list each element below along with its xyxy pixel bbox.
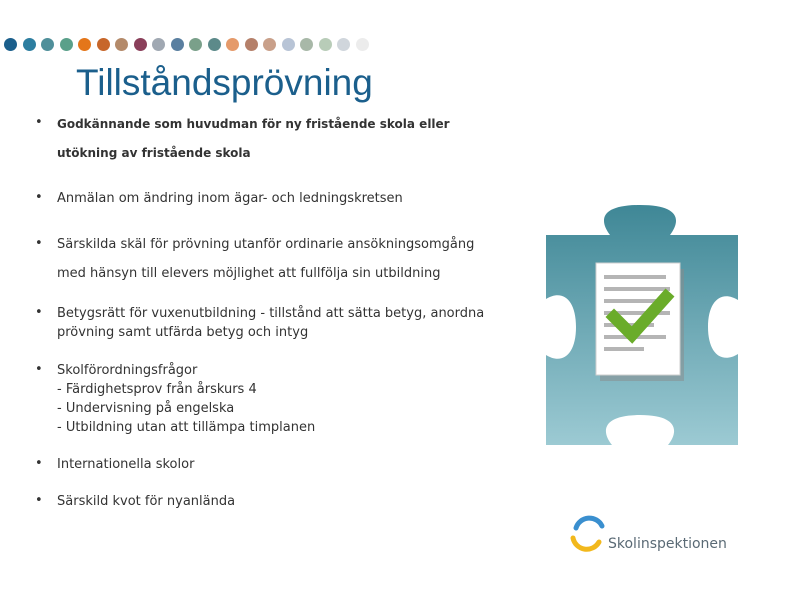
list-item-line: Särskilda skäl för prövning utanför ordinarie ansökningsomgång <box>57 237 475 252</box>
list-item-line: prövning samt utfärda betyg och intyg <box>57 325 309 340</box>
bullet-marker: • <box>35 456 43 471</box>
decorative-dot <box>226 38 239 51</box>
decorative-dot <box>152 38 165 51</box>
puzzle-document-check-illustration <box>540 205 740 455</box>
list-item-line: - Utbildning utan att tillämpa timplanen <box>57 420 316 435</box>
bullet-marker: • <box>35 305 43 320</box>
decorative-dot <box>41 38 54 51</box>
list-item-line: Anmälan om ändring inom ägar- och ledningskretsen <box>57 191 403 206</box>
decorative-dot <box>337 38 350 51</box>
bullet-marker: • <box>35 190 43 205</box>
decorative-dot <box>282 38 295 51</box>
list-item-line: Betygsrätt för vuxenutbildning - tillstånd att sätta betyg, anordna <box>57 306 485 321</box>
list-item-line: Godkännande som huvudman för ny fristående skola eller <box>57 117 450 131</box>
bullet-marker: • <box>35 362 43 377</box>
list-item-line: Skolförordningsfrågor <box>57 363 198 378</box>
decorative-dot <box>115 38 128 51</box>
bullet-marker: • <box>35 115 43 130</box>
list-item-line: Särskild kvot för nyanlända <box>57 494 236 509</box>
list-item-line: Internationella skolor <box>57 457 195 472</box>
decorative-dot <box>97 38 110 51</box>
decorative-dot-row <box>4 38 424 52</box>
decorative-dot <box>134 38 147 51</box>
list-item-line: med hänsyn till elevers möjlighet att fullfölja sin utbildning <box>57 266 441 281</box>
decorative-dot <box>245 38 258 51</box>
decorative-dot <box>356 38 369 51</box>
decorative-dot <box>60 38 73 51</box>
decorative-dot <box>4 38 17 51</box>
bullet-marker: • <box>35 493 43 508</box>
list-item-line: - Färdighetsprov från årskurs 4 <box>57 382 257 397</box>
decorative-dot <box>78 38 91 51</box>
decorative-dot <box>23 38 36 51</box>
decorative-dot <box>189 38 202 51</box>
logo-wordmark: Skolinspektionen <box>608 536 727 552</box>
list-item-line: utökning av fristående skola <box>57 146 251 160</box>
decorative-dot <box>171 38 184 51</box>
logo-mark-icon <box>568 514 608 554</box>
decorative-dot <box>300 38 313 51</box>
decorative-dot <box>263 38 276 51</box>
decorative-dot <box>319 38 332 51</box>
skolinspektionen-logo <box>568 514 738 554</box>
slide-title: Tillståndsprövning <box>76 62 373 103</box>
bullet-marker: • <box>35 236 43 251</box>
decorative-dot <box>208 38 221 51</box>
list-item-line: - Undervisning på engelska <box>57 401 235 416</box>
